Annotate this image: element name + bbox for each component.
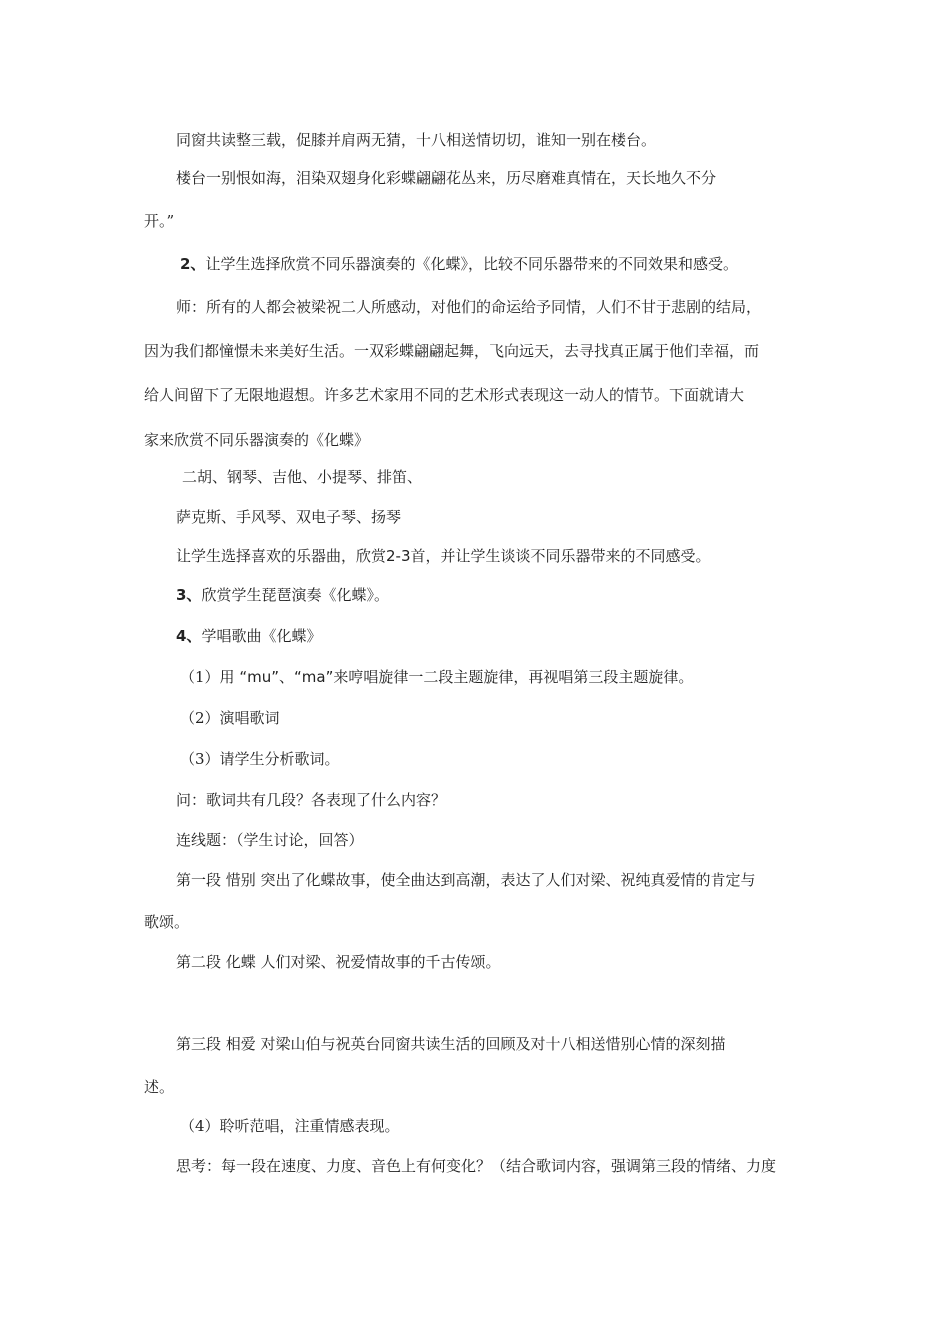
sub-step-1 <box>180 667 693 687</box>
sub-step-3: （3）请学生分析歌词。 <box>180 750 340 768</box>
sub-step-2: （2）演唱歌词 <box>180 709 280 727</box>
step-4-text: 学唱歌曲《化蝶》 <box>201 627 322 645</box>
reflection-line: 思考：每一段在速度、力度、音色上有何变化？（结合歌词内容，强调第三段的情绪、力度 <box>176 1157 777 1175</box>
instrument-list-1: 二胡、钢琴、吉他、小提琴、排笛、 <box>182 468 423 486</box>
paragraph-3-line-1: 第三段 相爱 对梁山伯与祝英台同窗共读生活的回顾及对十八相送惜别心情的深刻描 <box>176 1035 726 1053</box>
range-number: 2-3 <box>386 547 411 565</box>
paragraph-1-line-2: 歌颂。 <box>144 913 190 931</box>
choose-text-b: 首，并让学生谈谈不同乐器带来的不同感受。 <box>410 547 711 565</box>
mu-ma-syllables: “mu”、“ma” <box>239 668 334 686</box>
teacher-para-line-1: 师：所有的人都会被梁祝二人所感动，对他们的命运给予同情，人们不甘于悲剧的结局， <box>176 298 762 316</box>
paragraph-3-line-2: 述。 <box>144 1078 175 1096</box>
sub-step-1-text: 来哼唱旋律一二段主题旋律，再视唱第三段主题旋律。 <box>333 668 694 686</box>
instrument-list-2: 萨克斯、手风琴、双电子琴、扬琴 <box>176 508 402 526</box>
sub-step-1-prefix: （1）用 <box>180 668 235 686</box>
step-2-text: 让学生选择欣赏不同乐器演奏的《化蝶》，比较不同乐器带来的不同效果和感受。 <box>205 255 738 273</box>
step-3-number: 3、 <box>176 586 202 604</box>
step-2-heading <box>180 254 738 274</box>
teacher-para-line-3: 给人间留下了无限地遐想。许多艺术家用不同的艺术形式表现这一动人的情节。下面就请大 <box>144 386 745 404</box>
question-line: 问：歌词共有几段？各表现了什么内容？ <box>176 791 447 809</box>
step-3-heading <box>176 585 389 605</box>
step-2-number: 2、 <box>180 255 206 273</box>
choose-text-a: 让学生选择喜欢的乐器曲，欣赏 <box>176 547 387 565</box>
matching-exercise-line: 连线题：（学生讨论，回答） <box>176 831 364 849</box>
paragraph-2-line: 第二段 化蝶 人们对梁、祝爱情故事的千古传颂。 <box>176 953 501 971</box>
step-4-heading <box>176 626 321 646</box>
lyric-line-2: 楼台一别恨如海，泪染双翅身化彩蝶翩翩花丛来，历尽磨难真情在，天长地久不分 <box>176 169 717 187</box>
choose-instrument-line <box>176 546 711 566</box>
teacher-para-line-4: 家来欣赏不同乐器演奏的《化蝶》 <box>144 431 370 449</box>
step-3-text: 欣赏学生琵琶演奏《化蝶》。 <box>201 586 389 604</box>
sub-step-4: （4）聆听范唱，注重情感表现。 <box>180 1117 400 1135</box>
lyric-line-1: 同窗共读整三载，促膝并肩两无猜，十八相送情切切，谁知一别在楼台。 <box>176 131 657 149</box>
teacher-para-line-2: 因为我们都憧憬未来美好生活。一双彩蝶翩翩起舞，飞向远天，去寻找真正属于他们幸福，而 <box>144 342 760 360</box>
paragraph-1-line-1: 第一段 惜别 突出了化蝶故事，使全曲达到高潮，表达了人们对梁、祝纯真爱情的肯定与 <box>176 871 756 889</box>
step-4-number: 4、 <box>176 627 202 645</box>
lyric-line-3: 开。” <box>144 212 175 230</box>
